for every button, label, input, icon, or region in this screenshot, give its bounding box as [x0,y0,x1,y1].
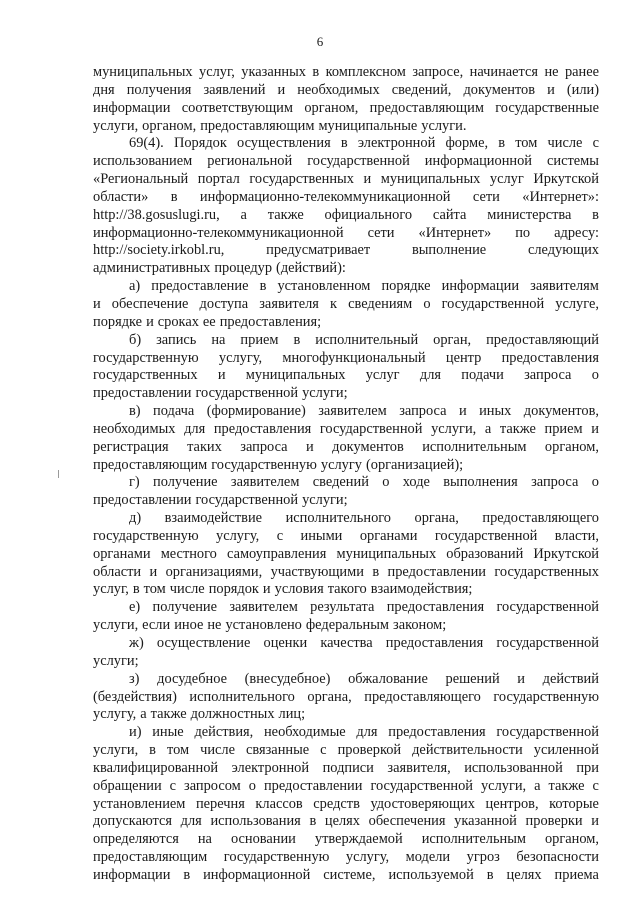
text-line: дня получения заявлений и необходимых сведений, документов и (или) [93,81,599,98]
text-line: обращении с запросом о предоставлении государственной услуги, а также с [93,777,599,794]
text-line: предоставляющим государственную услугу, модели угроз безопасности [93,849,599,866]
text-line: услуги, органом, предоставляющим муниципальные услуги. [93,117,467,134]
text-line: услуги, в том числе связанные с проверкой действительности усиленной [93,742,599,759]
text-line: муниципальных услуг, указанных в комплексном запросе, начинается не ранее [93,64,599,80]
text-line: з) досудебное (внесудебное) обжалование решений и действий [129,670,599,687]
text-line: необходимых для предоставления государственной услуги, а также прием и [93,420,599,437]
text-line: б) запись на прием в исполнительный орган, предоставляющий [129,331,599,348]
text-line: услуг, в том числе порядок и условия такого взаимодействия; [93,581,473,598]
text-line: а) предоставление в установленном порядке информации заявителям [129,278,599,295]
text-line: «Региональный портал государственных и муниципальных услуг Иркутской [93,171,599,188]
text-line: (бездействия) исполнительного органа, предоставляющего государственную [93,688,599,705]
text-line: допускаются для использования в целях обеспечения указанной проверки и [93,813,599,830]
text-line: предоставляющим государственную услугу (организацией); [93,456,464,473]
text-line: предоставлении государственной услуги; [93,385,348,402]
page-number: 6 [316,34,324,49]
text-line: квалифицированной электронной подписи заявителя, использованной при [93,759,599,776]
text-line: области» в информационно-телекоммуникационной сети «Интернет»: [93,188,599,205]
text-line: определяются на основании утверждаемой исполнительным органом, [93,831,599,848]
text-line: административных процедур (действий): [93,260,346,277]
text-line: государственную услугу, многофункциональный центр предоставления [93,349,599,366]
text-line: е) получение заявителем результата предоставления государственной [129,599,599,616]
text-line: органами местного самоуправления муниципальных образований Иркутской [93,545,599,562]
text-line: и) иные действия, необходимые для предоставления государственной [129,724,599,741]
text-line: информации соответствующим органом, предоставляющим государственные [93,99,599,116]
text-line: услуги, если иное не установлено федеральным законом; [93,617,447,634]
text-line: и обеспечение доступа заявителя к сведениям о государственной услуге, [93,295,599,312]
text-line: ж) осуществление оценки качества предоставления государственной [129,635,599,651]
text-line: использованием региональной государственной информационной системы [93,153,599,170]
text-line: услугу, а также должностных лиц; [93,706,306,723]
text-line: информационно-телекоммуникационной сети «Интернет» по адресу: [93,224,599,241]
text-line: установлением перечня классов средств удостоверяющих центров, которые [93,795,599,812]
text-line: области и организациями, участвующими в предоставлении государственных [93,563,599,580]
body-text [93,64,599,885]
text-line: предоставлении государственной услуги; [93,492,348,509]
text-line: http://society.irkobl.ru, предусматривает выполнение следующих [93,242,599,259]
text-line: д) взаимодействие исполнительного органа, предоставляющего [129,510,599,527]
text-line: г) получение заявителем сведений о ходе выполнения запроса о [129,474,599,491]
text-line: http://38.gosuslugi.ru, а также официального сайта министерства в [93,206,599,223]
text-line: информации в информационной системе, используемой в целях приема [93,866,599,883]
text-line: в) подача (формирование) заявителем запроса и иных документов, [129,403,599,420]
text-line: государственных и муниципальных услуг для подачи запроса о [93,367,599,384]
text-line: порядке и сроках ее предоставления; [93,313,322,330]
text-line: услуги; [93,652,139,669]
margin-mark [58,470,59,478]
text-line: 69(4). Порядок осуществления в электронной форме, в том числе с [129,135,599,152]
text-line: государственную услугу, с иными органами государственной власти, [93,527,599,544]
text-line: регистрация таких запроса и документов исполнительным органом, [93,438,599,455]
